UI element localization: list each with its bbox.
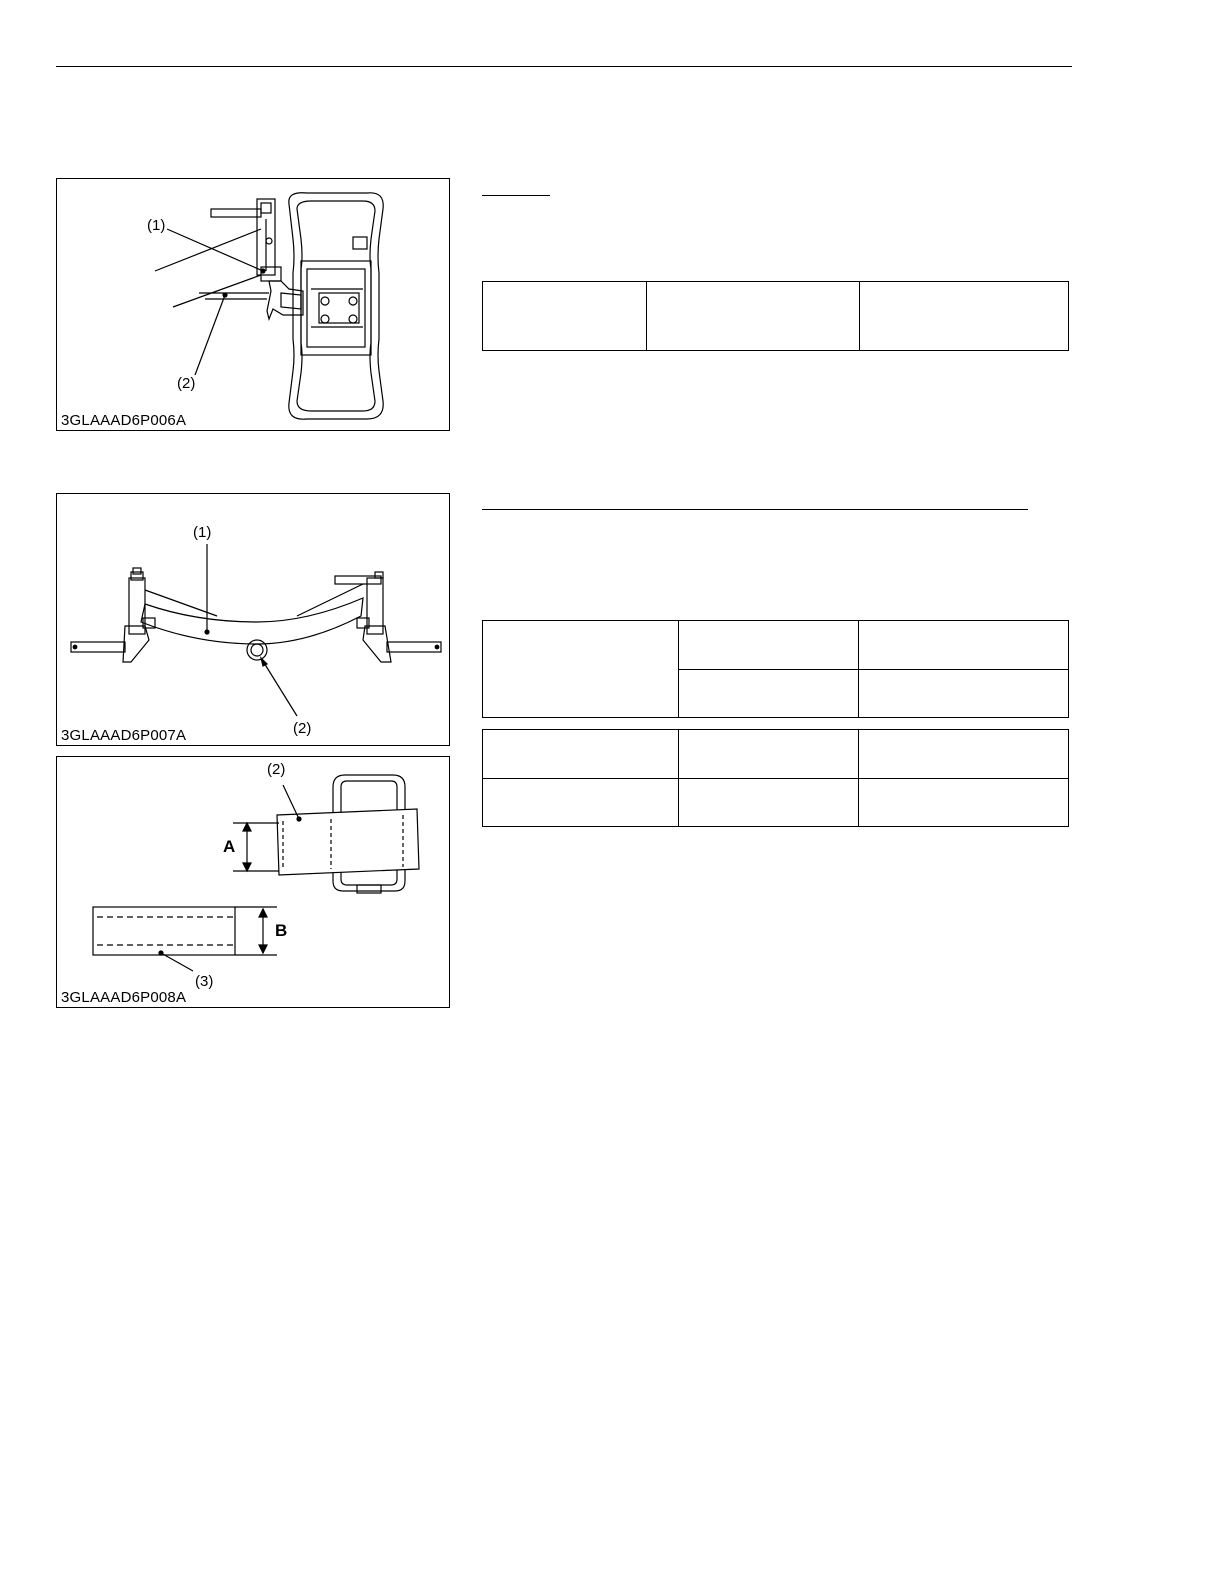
callout-1: (1): [193, 524, 212, 541]
bushing-pin-measurement-diagram-icon: [57, 757, 451, 1009]
table-cell: [483, 778, 679, 827]
page-header-rule: [56, 66, 1072, 67]
figure-id: 3GLAAAD6P007A: [61, 727, 187, 744]
table-cell: [679, 730, 859, 779]
spec-table-1: [482, 281, 1069, 351]
dimension-label-a: A: [223, 837, 236, 856]
table-cell: [679, 669, 859, 718]
table-cell: [859, 669, 1069, 718]
callout-1: (1): [147, 217, 166, 234]
table-cell: [483, 621, 679, 718]
table-cell: [679, 621, 859, 670]
callout-2: (2): [177, 375, 196, 392]
figure-id: 3GLAAAD6P006A: [61, 412, 187, 429]
spec-table-2: [482, 620, 1069, 718]
figure-kingpin: [56, 178, 450, 431]
spec-table-3: [482, 729, 1069, 827]
table-row: [483, 778, 1069, 827]
table-cell: [483, 282, 647, 351]
table-cell: [679, 778, 859, 827]
figure-front-axle: [56, 493, 450, 746]
callout-2: (2): [293, 720, 312, 737]
figure-id: 3GLAAAD6P008A: [61, 989, 187, 1006]
front-axle-beam-diagram-icon: [57, 494, 451, 747]
callout-3: (3): [195, 973, 214, 990]
table-cell: [483, 730, 679, 779]
table-row: [483, 730, 1069, 779]
table-row: [483, 282, 1069, 351]
table-cell: [859, 621, 1069, 670]
table-cell: [859, 730, 1069, 779]
figure-bushing-pin: [56, 756, 450, 1008]
table-cell: [860, 282, 1069, 351]
callout-2: (2): [267, 761, 286, 778]
front-wheel-kingpin-diagram-icon: [57, 179, 451, 432]
table-cell: [647, 282, 860, 351]
section-heading-underline: [482, 509, 1028, 510]
section-heading-underline: [482, 195, 550, 196]
table-cell: [859, 778, 1069, 827]
dimension-label-b: B: [275, 921, 288, 940]
table-row: [483, 621, 1069, 670]
